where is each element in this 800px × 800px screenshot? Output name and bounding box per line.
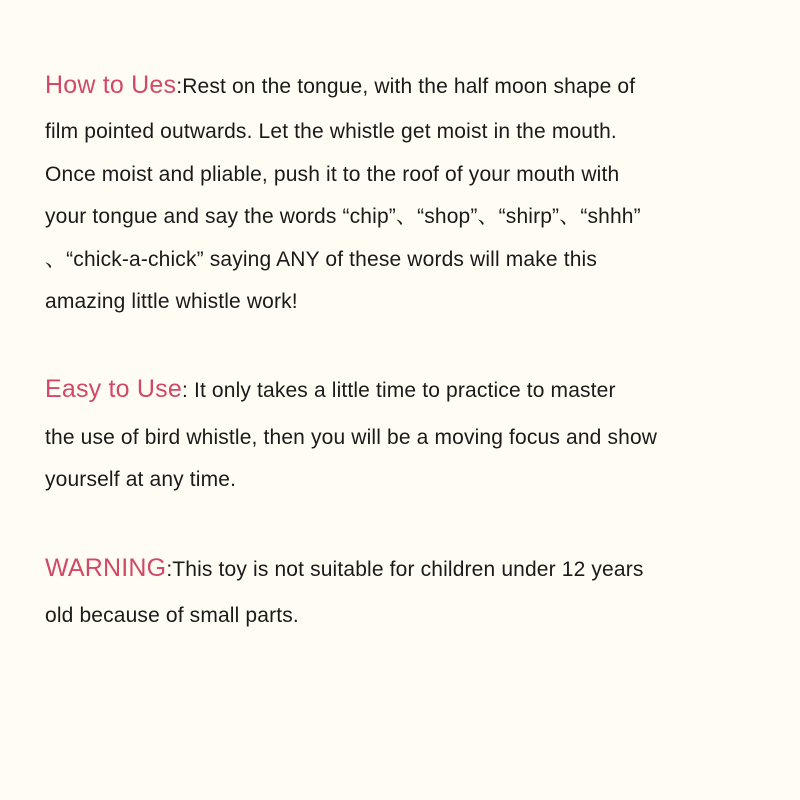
warning-text-line-1: :This toy is not suitable for children under 12 years	[166, 558, 644, 581]
how-to-use-heading: How to Ues	[45, 71, 177, 99]
how-to-use-text-line-1: :Rest on the tongue, with the half moon shape of	[176, 75, 636, 98]
easy-to-use-text-line-1: : It only takes a little time to practice to master	[181, 379, 616, 402]
easy-to-use-heading: Easy to Use	[45, 375, 182, 403]
how-to-use-text-line-5: 、“chick-a-chick” saying ANY of these words will make this	[45, 248, 598, 271]
how-to-use-text-line-2: film pointed outwards. Let the whistle get moist in the mouth.	[45, 120, 617, 143]
how-to-use-text-line-3: Once moist and pliable, push it to the roof of your mouth with	[45, 163, 620, 186]
how-to-use-text-line-6: amazing little whistle work!	[45, 290, 298, 313]
easy-to-use-text-line-3: yourself at any time.	[45, 468, 237, 491]
how-to-use-text-line-4: your tongue and say the words “chip”、“shop”、“shirp”、“shhh”	[45, 205, 641, 228]
easy-to-use-text-line-2: the use of bird whistle, then you will be a moving focus and show	[45, 426, 658, 449]
warning-text-line-2: old because of small parts.	[45, 604, 299, 627]
warning-first-line	[45, 555, 644, 583]
warning-heading: WARNING	[45, 554, 167, 582]
easy-to-use-first-line	[45, 376, 616, 404]
how-to-use-first-line	[45, 72, 635, 100]
